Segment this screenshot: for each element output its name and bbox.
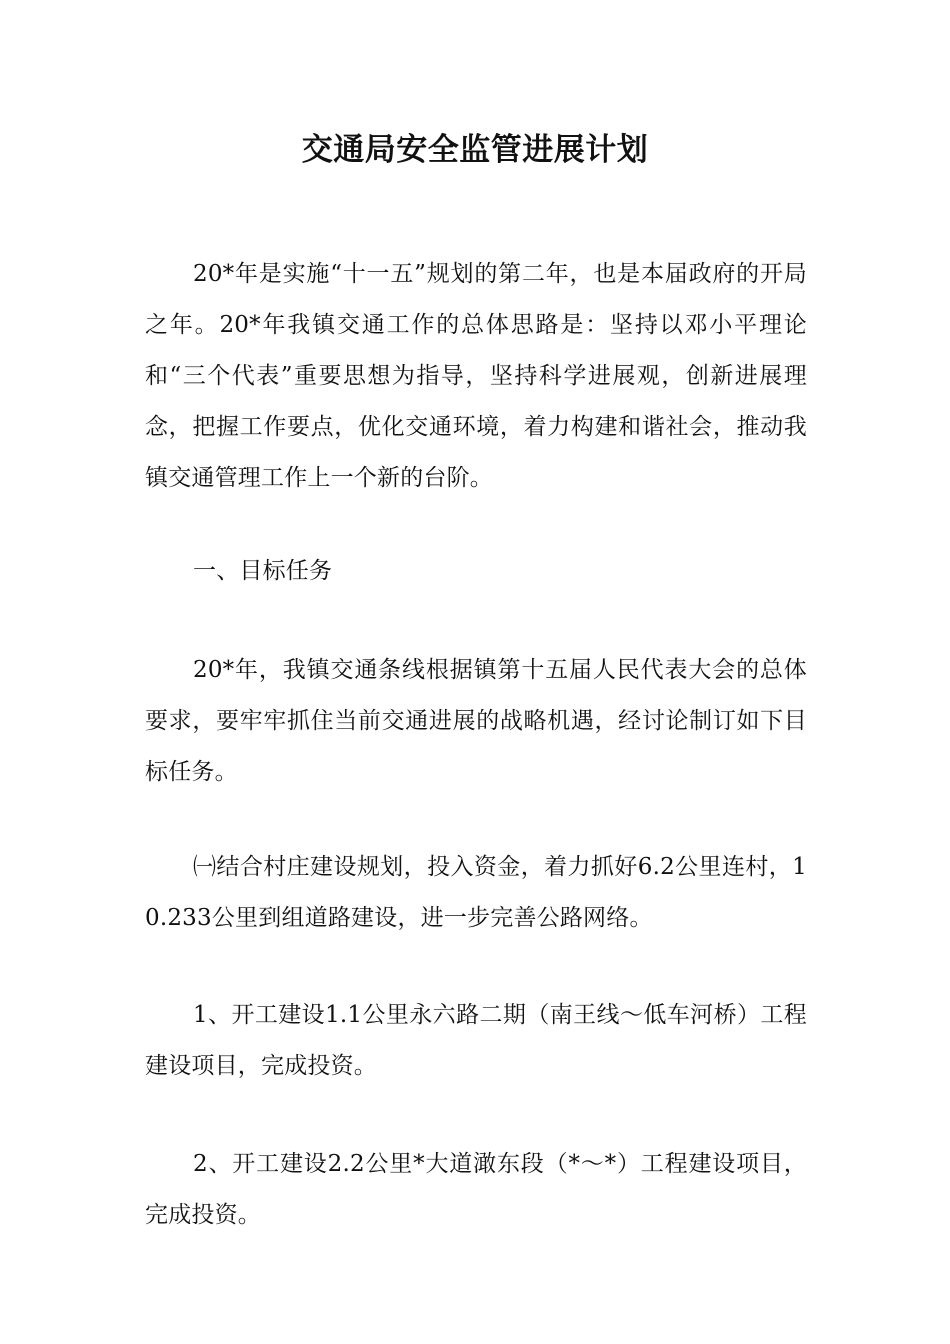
- intro-paragraph: 20*年是实施“十一五”规划的第二年，也是本届政府的开局之年。20*年我镇交通工作的总体思路是：坚持以邓小平理论和“三个代表”重要思想为指导，坚持科学进展观，创新进展理念，把握工作要点，优化交通环境，着力构建和谐社会，推动我镇交通管理工作上一个新的台阶。: [145, 261, 807, 491]
- subitem-two-paragraph: 2、开工建设2.2公里*大道澉东段（*～*）工程建设项目，完成投资。: [145, 1151, 807, 1228]
- section-heading-targets: 一、目标任务: [193, 558, 333, 584]
- document-title: 交通局安全监管进展计划: [301, 132, 649, 168]
- subitem-one-paragraph: 1、开工建设1.1公里永六路二期（南王线～低车河桥）工程建设项目，完成投资。: [145, 1002, 807, 1079]
- item-one-paragraph: ㈠结合村庄建设规划，投入资金，着力抓好6.2公里连村，10.233公里到组道路建设，进一步完善公路网络。: [145, 854, 807, 931]
- targets-paragraph: 20*年，我镇交通条线根据镇第十五届人民代表大会的总体要求，要牢牢抓住当前交通进展的战略机遇，经讨论制订如下目标任务。: [145, 657, 807, 785]
